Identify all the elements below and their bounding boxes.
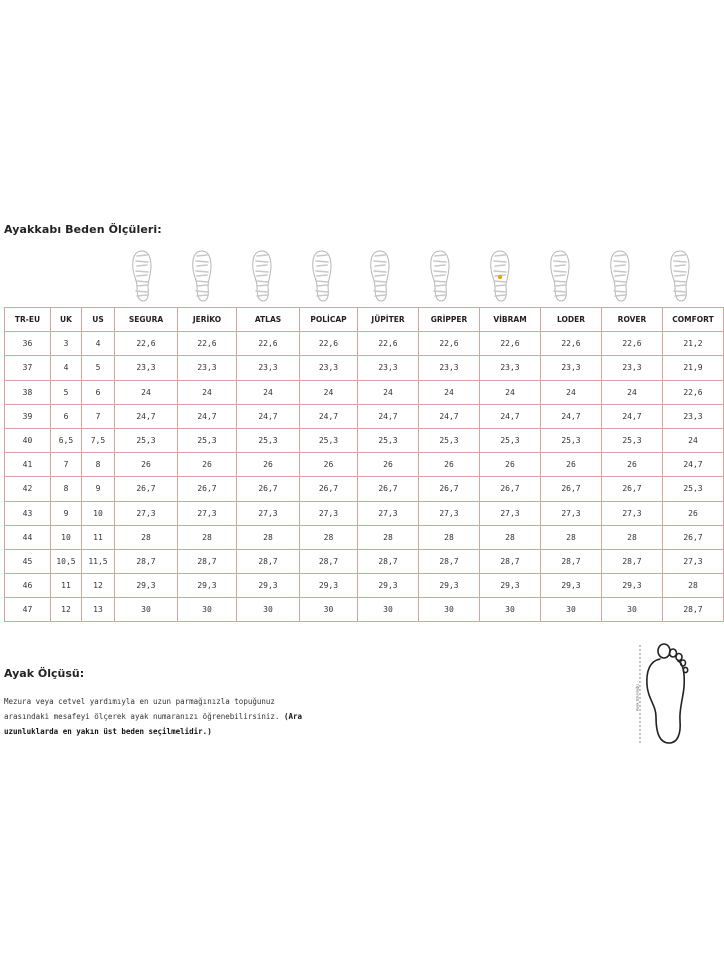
jupiter-sole-icon xyxy=(367,249,393,303)
table-cell: 30 xyxy=(358,598,419,622)
table-cell: 47 xyxy=(5,598,51,622)
table-cell: 7,5 xyxy=(82,428,115,452)
table-cell: 26,7 xyxy=(419,477,480,501)
table-cell: 23,3 xyxy=(300,356,358,380)
table-cell: 25,3 xyxy=(419,428,480,452)
table-cell: 23,3 xyxy=(480,356,541,380)
table-cell: 25,3 xyxy=(300,428,358,452)
table-cell: 41 xyxy=(5,453,51,477)
header-comfort: COMFORT xyxy=(663,308,724,332)
table-cell: 29,3 xyxy=(115,574,178,598)
table-cell: 25,3 xyxy=(480,428,541,452)
header-loder: LODER xyxy=(541,308,602,332)
table-cell: 23,3 xyxy=(419,356,480,380)
header-rover: ROVER xyxy=(602,308,663,332)
table-cell: 36 xyxy=(5,332,51,356)
toe-3 xyxy=(676,654,682,661)
table-cell: 22,6 xyxy=(178,332,237,356)
header-tr-eu: TR-EU xyxy=(5,308,51,332)
table-cell: 26,7 xyxy=(541,477,602,501)
table-cell: 23,3 xyxy=(178,356,237,380)
table-cell: 22,6 xyxy=(115,332,178,356)
header-j-pi-ter: JÜPİTER xyxy=(358,308,419,332)
table-cell: 27,3 xyxy=(237,501,300,525)
loder-sole-icon xyxy=(547,249,573,303)
table-cell: 39 xyxy=(5,404,51,428)
table-cell: 25,3 xyxy=(115,428,178,452)
table-cell: 28 xyxy=(300,525,358,549)
table-row xyxy=(5,598,724,622)
toe-5 xyxy=(683,667,687,672)
table-cell: 27,3 xyxy=(358,501,419,525)
table-cell: 25,3 xyxy=(237,428,300,452)
table-body xyxy=(5,332,724,622)
table-cell: 29,3 xyxy=(178,574,237,598)
table-cell: 26 xyxy=(237,453,300,477)
table-cell: 28 xyxy=(358,525,419,549)
table-cell: 4 xyxy=(51,356,82,380)
table-cell: 26 xyxy=(419,453,480,477)
table-cell: 37 xyxy=(5,356,51,380)
table-cell: 45 xyxy=(5,549,51,573)
table-header-row xyxy=(5,308,724,332)
table-cell: 25,3 xyxy=(663,477,724,501)
table-cell: 26,7 xyxy=(663,525,724,549)
table-cell: 22,6 xyxy=(480,332,541,356)
foot-measure-description xyxy=(4,694,324,739)
table-cell: 28,7 xyxy=(602,549,663,573)
table-cell: 29,3 xyxy=(237,574,300,598)
table-cell: 22,6 xyxy=(663,380,724,404)
table-cell: 28 xyxy=(419,525,480,549)
table-cell: 24,7 xyxy=(663,453,724,477)
table-cell: 22,6 xyxy=(541,332,602,356)
table-cell: 7 xyxy=(82,404,115,428)
table-cell: 23,3 xyxy=(237,356,300,380)
table-cell: 27,3 xyxy=(419,501,480,525)
table-cell: 23,3 xyxy=(663,404,724,428)
table-cell: 29,3 xyxy=(358,574,419,598)
table-cell: 23,3 xyxy=(115,356,178,380)
table-cell: 28 xyxy=(541,525,602,549)
table-cell: 30 xyxy=(480,598,541,622)
header-jeri-ko: JERİKO xyxy=(178,308,237,332)
table-row xyxy=(5,477,724,501)
table-cell: 11 xyxy=(51,574,82,598)
table-cell: 22,6 xyxy=(237,332,300,356)
table-cell: 11 xyxy=(82,525,115,549)
table-row xyxy=(5,380,724,404)
toe-4 xyxy=(681,660,686,666)
policap-sole-icon xyxy=(309,249,335,303)
table-cell: 24,7 xyxy=(300,404,358,428)
table-cell: 28 xyxy=(237,525,300,549)
header-vi-bram: VİBRAM xyxy=(480,308,541,332)
header-gri-pper: GRİPPER xyxy=(419,308,480,332)
table-cell: 26 xyxy=(358,453,419,477)
sole-images-row xyxy=(4,249,704,305)
table-row xyxy=(5,453,724,477)
table-cell: 26 xyxy=(480,453,541,477)
comfort-sole-icon xyxy=(667,249,693,303)
table-cell: 28 xyxy=(480,525,541,549)
table-cell: 26 xyxy=(663,501,724,525)
table-cell: 13 xyxy=(82,598,115,622)
table-cell: 29,3 xyxy=(419,574,480,598)
table-cell: 30 xyxy=(178,598,237,622)
table-cell: 30 xyxy=(419,598,480,622)
table-cell: 26,7 xyxy=(300,477,358,501)
table-cell: 28,7 xyxy=(178,549,237,573)
table-cell: 26 xyxy=(541,453,602,477)
table-cell: 27,3 xyxy=(480,501,541,525)
table-cell: 44 xyxy=(5,525,51,549)
table-cell: 3 xyxy=(51,332,82,356)
table-cell: 24 xyxy=(115,380,178,404)
table-cell: 24 xyxy=(419,380,480,404)
header-atlas: ATLAS xyxy=(237,308,300,332)
gripper-sole-icon xyxy=(427,249,453,303)
table-cell: 23,3 xyxy=(358,356,419,380)
table-row xyxy=(5,525,724,549)
table-cell: 24 xyxy=(663,428,724,452)
atlas-sole-icon xyxy=(249,249,275,303)
table-row xyxy=(5,356,724,380)
table-cell: 25,3 xyxy=(541,428,602,452)
table-cell: 30 xyxy=(300,598,358,622)
table-cell: 22,6 xyxy=(358,332,419,356)
table-cell: 29,3 xyxy=(300,574,358,598)
table-cell: 6 xyxy=(82,380,115,404)
table-cell: 24,7 xyxy=(178,404,237,428)
foot-outline xyxy=(647,659,684,743)
table-cell: 7 xyxy=(51,453,82,477)
table-cell: 27,3 xyxy=(541,501,602,525)
jeriko-sole-icon xyxy=(189,249,215,303)
table-cell: 6,5 xyxy=(51,428,82,452)
table-row xyxy=(5,549,724,573)
table-cell: 28 xyxy=(178,525,237,549)
table-row xyxy=(5,574,724,598)
table-cell: 28,7 xyxy=(480,549,541,573)
table-cell: 25,3 xyxy=(358,428,419,452)
table-cell: 26 xyxy=(300,453,358,477)
table-cell: 26,7 xyxy=(480,477,541,501)
table-cell: 26,7 xyxy=(602,477,663,501)
table-row xyxy=(5,332,724,356)
table-cell: 24,7 xyxy=(419,404,480,428)
table-cell: 27,3 xyxy=(115,501,178,525)
table-cell: 29,3 xyxy=(602,574,663,598)
table-cell: 27,3 xyxy=(602,501,663,525)
table-row xyxy=(5,428,724,452)
table-cell: 28,7 xyxy=(419,549,480,573)
table-cell: 38 xyxy=(5,380,51,404)
table-cell: 46 xyxy=(5,574,51,598)
table-cell: 28 xyxy=(663,574,724,598)
page-title: Ayakkabı Beden Ölçüleri: xyxy=(4,223,162,236)
table-cell: 26,7 xyxy=(115,477,178,501)
table-cell: 28,7 xyxy=(300,549,358,573)
table-cell: 26 xyxy=(602,453,663,477)
table-cell: 30 xyxy=(237,598,300,622)
table-cell: 23,3 xyxy=(602,356,663,380)
table-cell: 24 xyxy=(237,380,300,404)
rover-sole-icon xyxy=(607,249,633,303)
table-cell: 21,9 xyxy=(663,356,724,380)
table-cell: 28,7 xyxy=(237,549,300,573)
table-cell: 24 xyxy=(480,380,541,404)
table-cell: 10,5 xyxy=(51,549,82,573)
table-row xyxy=(5,501,724,525)
table-cell: 24 xyxy=(602,380,663,404)
table-cell: 26,7 xyxy=(358,477,419,501)
table-cell: 24,7 xyxy=(480,404,541,428)
table-cell: 28,7 xyxy=(358,549,419,573)
table-cell: 22,6 xyxy=(419,332,480,356)
table-cell: 28 xyxy=(115,525,178,549)
table-cell: 10 xyxy=(82,501,115,525)
table-cell: 12 xyxy=(51,598,82,622)
table-cell: 28,7 xyxy=(115,549,178,573)
table-cell: 24,7 xyxy=(237,404,300,428)
table-cell: 30 xyxy=(541,598,602,622)
header-poli-cap: POLİCAP xyxy=(300,308,358,332)
table-cell: 28,7 xyxy=(541,549,602,573)
table-cell: 23,3 xyxy=(541,356,602,380)
table-cell: 8 xyxy=(82,453,115,477)
table-cell: 43 xyxy=(5,501,51,525)
table-cell: 22,6 xyxy=(300,332,358,356)
table-cell: 24,7 xyxy=(602,404,663,428)
table-cell: 26,7 xyxy=(237,477,300,501)
foot-length-diagram xyxy=(636,641,692,749)
table-cell: 8 xyxy=(51,477,82,501)
length-label: Ayak Uzunluğu xyxy=(635,684,640,711)
table-cell: 28,7 xyxy=(663,598,724,622)
foot-measure-heading: Ayak Ölçüsü: xyxy=(4,667,85,680)
table-cell: 9 xyxy=(51,501,82,525)
table-cell: 24 xyxy=(178,380,237,404)
segura-sole-icon xyxy=(129,249,155,303)
header-uk: UK xyxy=(51,308,82,332)
table-cell: 26,7 xyxy=(178,477,237,501)
table-cell: 9 xyxy=(82,477,115,501)
table-row xyxy=(5,404,724,428)
table-cell: 11,5 xyxy=(82,549,115,573)
table-cell: 4 xyxy=(82,332,115,356)
table-cell: 30 xyxy=(115,598,178,622)
table-cell: 27,3 xyxy=(300,501,358,525)
table-cell: 12 xyxy=(82,574,115,598)
table-cell: 42 xyxy=(5,477,51,501)
table-cell: 24,7 xyxy=(541,404,602,428)
table-cell: 6 xyxy=(51,404,82,428)
table-cell: 30 xyxy=(602,598,663,622)
table-cell: 24 xyxy=(300,380,358,404)
table-cell: 5 xyxy=(82,356,115,380)
table-cell: 26 xyxy=(178,453,237,477)
table-cell: 5 xyxy=(51,380,82,404)
table-cell: 29,3 xyxy=(541,574,602,598)
header-segura: SEGURA xyxy=(115,308,178,332)
description-note: (Ara uzunluklarda en yakın üst beden seçilmelidir.) xyxy=(4,712,303,736)
table-cell: 27,3 xyxy=(663,549,724,573)
size-chart-table xyxy=(4,307,724,622)
table-cell: 24 xyxy=(541,380,602,404)
table-cell: 26 xyxy=(115,453,178,477)
description-text: Mezura veya cetvel yardımıyla en uzun parmağınızla topuğunuz arasındaki mesafeyi ölçerek ayak numaranızı öğrenebilirsiniz. xyxy=(4,697,284,721)
table-cell: 22,6 xyxy=(602,332,663,356)
table-cell: 25,3 xyxy=(178,428,237,452)
big-toe xyxy=(658,644,670,658)
table-cell: 29,3 xyxy=(480,574,541,598)
table-cell: 21,2 xyxy=(663,332,724,356)
table-cell: 27,3 xyxy=(178,501,237,525)
table-cell: 24 xyxy=(358,380,419,404)
vibram-sole-icon xyxy=(487,249,513,303)
table-cell: 24,7 xyxy=(358,404,419,428)
table-cell: 10 xyxy=(51,525,82,549)
table-cell: 40 xyxy=(5,428,51,452)
table-cell: 24,7 xyxy=(115,404,178,428)
table-cell: 28 xyxy=(602,525,663,549)
header-us: US xyxy=(82,308,115,332)
table-cell: 25,3 xyxy=(602,428,663,452)
